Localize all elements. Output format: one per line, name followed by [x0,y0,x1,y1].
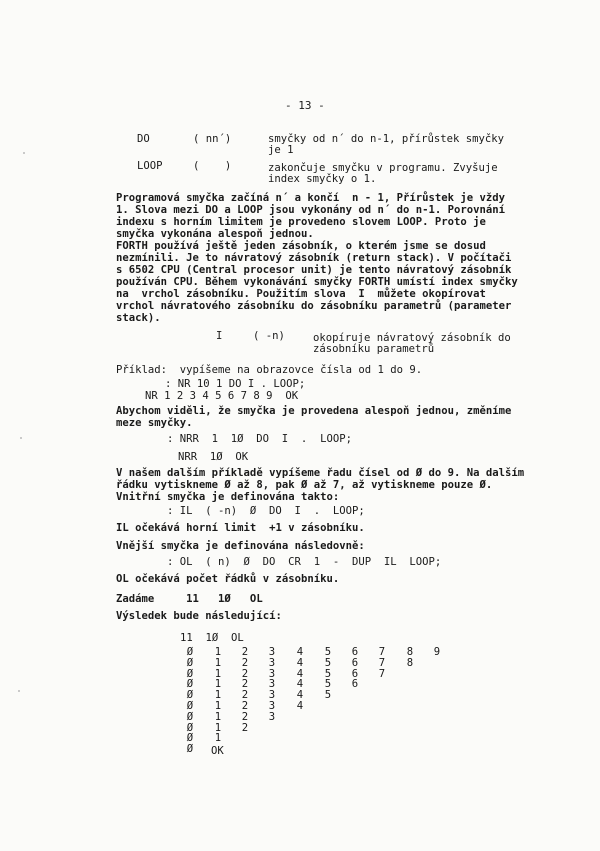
output-cell: 2 [241,710,249,723]
enter-line: Zadáme 11 1Ø OL [116,593,263,605]
def-desc: zakončuje smyčku v programu. Zvyšuje [268,162,498,174]
output-cell: 1 [214,646,222,658]
output-cell: 3 [268,678,276,691]
output-cell: 9 [433,646,441,658]
text-line: V našem dalším příkladě vypíšeme řadu čísel od Ø do 9. Na dalším [116,467,525,479]
code-output: NRR 1Ø OK [178,451,249,463]
output-cell: 3 [268,667,276,680]
output-cell: 1 [214,721,222,734]
def-word: DO [137,133,150,145]
output-cell: Ø [186,667,194,680]
output-cell: 5 [324,678,332,691]
def-word: LOOP [137,160,163,172]
code-output: NR 1 2 3 4 5 6 7 8 9 OK [145,390,299,402]
def-desc: index smyčky o 1. [268,173,377,185]
output-cell: 4 [296,656,304,669]
output-cell: 7 [378,667,386,680]
output-cell: 3 [268,710,276,723]
output-cell: Ø [186,743,194,756]
output-cell: Ø [186,656,194,669]
output-cell: 5 [324,656,332,669]
output-cell: 2 [241,667,249,680]
output-cell: 1 [214,710,222,723]
output-cell: Ø [186,689,194,702]
output-cell: 4 [296,667,304,680]
output-cell: 3 [268,646,276,658]
def-desc: je 1 [268,144,294,156]
page-number: - 13 - [285,99,325,112]
text-line: nezmínili. Je to návratový zásobník (return stack). V počítači [116,252,512,264]
output-header: 11 1Ø OL [180,632,244,644]
def-desc: okopíruje návratový zásobník do [313,332,511,344]
def-stack: ( -n) [253,330,285,342]
margin-mark [23,152,25,154]
output-cell: 1 [214,732,222,745]
def-desc: smyčky od n´ do n-1, přírůstek smyčky [268,133,504,145]
output-ok: OK [211,745,224,757]
output-cell: 5 [324,689,332,702]
output-cell: Ø [186,721,194,734]
output-cell: 5 [324,646,332,658]
def-stack: ( ) [193,160,232,172]
output-cell: 7 [378,646,386,658]
result-label: Výsledek bude následující: [116,610,282,622]
output-cell: 2 [241,689,249,702]
code-line: : NR 10 1 DO I . LOOP; [165,378,306,390]
code-line: : NRR 1 1Ø DO I . LOOP; [167,433,352,445]
text-line: s 6502 CPU (Central procesor unit) je tento návratový zásobník [116,264,512,276]
output-cell: Ø [186,732,194,745]
def-stack: ( nn´) [193,133,232,145]
text-line: Abychom viděli, že smyčka je provedena alespoň jednou, změníme [116,405,512,417]
text-line: FORTH používá ještě jeden zásobník, o kterém jsme se dosud [116,240,486,252]
text-line: meze smyčky. [116,417,193,429]
output-cell: Ø [186,710,194,723]
text-line: indexu s horním limitem je provedeno slovem LOOP. Proto je [116,216,486,228]
code-line: : OL ( n) Ø DO CR 1 - DUP IL LOOP; [167,556,442,568]
output-cell: 8 [406,656,414,669]
output-cell: 6 [351,646,359,658]
output-cell: 2 [241,656,249,669]
output-cell: 3 [268,656,276,669]
output-cell: Ø [186,678,194,691]
output-cell: 3 [268,700,276,712]
output-cell: 1 [214,667,222,680]
text-line: stack). [116,312,161,324]
example-label: Příklad: vypíšeme na obrazovce čísla od 1 do 9. [116,364,423,376]
text-line: IL očekává horní limit +1 v zásobníku. [116,522,365,534]
output-cell: 2 [241,678,249,691]
text-line: řádku vytiskneme Ø až 8, pak Ø až 7, až vytiskneme pouze Ø. [116,479,493,491]
output-cell: 1 [214,656,222,669]
text-line: smyčka vykonána alespoň jednou. [116,228,314,240]
output-cell: 5 [324,667,332,680]
output-cell: 1 [214,700,222,712]
output-cell: 6 [351,667,359,680]
output-cell: 2 [241,646,249,658]
output-cell: Ø [186,646,194,658]
output-cell: 3 [268,689,276,702]
def-word: I [216,330,223,342]
output-cell: 4 [296,678,304,691]
output-cell: 6 [351,656,359,669]
output-cell: 4 [296,689,304,702]
output-cell: 1 [214,678,222,691]
output-cell: 4 [296,700,304,712]
output-cell: 7 [378,656,386,669]
output-cell: 1 [214,689,222,702]
output-cell: 6 [351,678,359,691]
margin-mark [20,437,22,439]
text-line: Vnější smyčka je definována následovně: [116,540,365,552]
output-cell: 4 [296,646,304,658]
code-line: : IL ( -n) Ø DO I . LOOP; [167,505,365,517]
text-line: používán CPU. Během vykonávání smyčky FORTH umístí index smyčky [116,276,518,288]
output-cell: Ø [186,700,194,712]
text-line: Vnitřní smyčka je definována takto: [116,491,340,503]
text-line: na vrchol zásobníku. Použitím slova I můžete okopírovat [116,288,486,300]
output-cell: 2 [241,700,249,712]
output-cell: 2 [241,721,249,734]
margin-mark [18,690,20,692]
text-line: OL očekává počet řádků v zásobníku. [116,573,340,585]
output-cell: 8 [406,646,414,658]
text-line: Programová smyčka začíná n´ a končí n - 1, Přírůstek je vždy [116,192,506,204]
text-line: 1. Slova mezi DO a LOOP jsou vykonány od n´ do n-1. Porovnání [116,204,506,216]
def-desc: zásobníku parametrů [313,343,435,355]
text-line: vrchol návratového zásobníku do zásobníku parametrů (parameter [116,300,512,312]
